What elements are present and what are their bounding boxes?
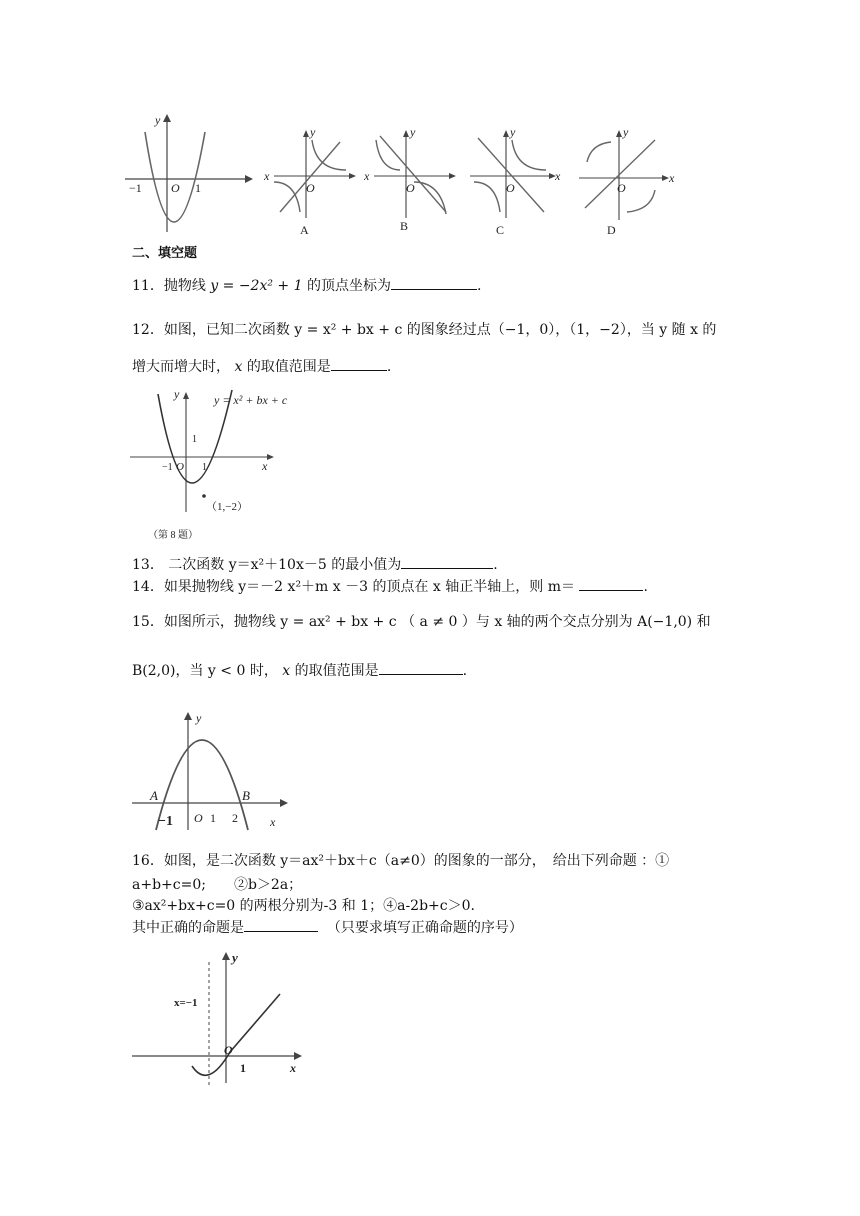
question-15-line2: B(2,0)，当 y < 0 时， x 的取值范围是 . <box>132 660 467 681</box>
question-16-line3: ③ax²+bx+c=0 的两根分别为-3 和 1；④a-2b+c＞0. <box>132 898 475 914</box>
svg-text:y: y <box>196 711 202 725</box>
svg-text:1: 1 <box>240 1061 246 1075</box>
svg-text:−1: −1 <box>162 462 173 473</box>
question-15-line1: 15．如图所示，抛物线 y = ax² + bx + c （ a ≠ 0 ）与 x 轴的两个交点分别为 A(−1,0) 和 <box>132 614 711 630</box>
option-d-label: D <box>607 223 616 237</box>
option-b-label: B <box>400 219 409 233</box>
svg-text:−1: −1 <box>158 814 173 829</box>
svg-text:O: O <box>194 811 203 825</box>
svg-text:O: O <box>617 181 626 195</box>
svg-text:x: x <box>264 169 270 183</box>
svg-text:x: x <box>669 171 675 185</box>
option-a-graph <box>262 126 362 238</box>
main-parabola-graph <box>125 112 255 237</box>
q12-caption: （第 8 题） <box>148 530 198 541</box>
question-16-line2: a+b+c=0; ②b＞2a； <box>132 877 303 893</box>
question-11: 11．抛物线 y = −2x² + 1 的顶点坐标为 . <box>132 275 481 296</box>
q15-answer-blank[interactable] <box>379 660 463 675</box>
svg-text:O: O <box>224 1043 233 1057</box>
q16-axis-label: x=−1 <box>174 997 198 1009</box>
q12-figure <box>128 384 308 544</box>
svg-text:y: y <box>410 125 416 139</box>
q13-answer-blank[interactable] <box>401 554 493 569</box>
question-16-line4: 其中正确的命题是 （只要求填写正确命题的序号） <box>132 917 523 938</box>
q11-formula: y = −2x² + 1 <box>210 278 303 294</box>
svg-text:x: x <box>290 1061 296 1075</box>
main-y-label: y <box>155 113 161 127</box>
svg-text:1: 1 <box>192 434 197 445</box>
q11-answer-blank[interactable] <box>391 275 477 290</box>
option-b-graph <box>362 126 462 238</box>
q15-b-label: B <box>242 788 250 803</box>
svg-text:x: x <box>270 815 276 829</box>
svg-text:1: 1 <box>202 462 207 473</box>
q14-answer-blank[interactable] <box>579 576 643 591</box>
q12-curve-label: y = x² + bx + c <box>214 393 288 407</box>
question-12-line1: 12．如图，已知二次函数 y = x² + bx + c 的图象经过点（−1，0），（1，−2），当 y 随 x 的 <box>132 322 717 338</box>
section-title: 二、填空题 <box>132 246 198 261</box>
q12-point-label: （1,−2） <box>206 501 248 513</box>
svg-text:O: O <box>506 181 515 195</box>
q15-a-label: A <box>150 788 158 803</box>
svg-text:y: y <box>174 387 180 401</box>
svg-text:2: 2 <box>232 811 238 825</box>
svg-text:x: x <box>262 459 268 473</box>
q16-figure <box>128 948 313 1088</box>
svg-text:y: y <box>510 125 516 139</box>
svg-text:x: x <box>555 169 561 183</box>
svg-text:y: y <box>623 125 629 139</box>
question-13: 13． 二次函数 y＝x²＋10x－5 的最小值为 . <box>132 554 498 575</box>
q15-figure <box>128 708 303 833</box>
q16-answer-blank[interactable] <box>244 917 318 932</box>
main-origin-label: O <box>171 181 180 195</box>
question-12-line2: 增大而增大时， x 的取值范围是 . <box>132 356 391 377</box>
svg-text:O: O <box>176 461 184 473</box>
q12-answer-blank[interactable] <box>331 356 387 371</box>
svg-text:y: y <box>310 125 316 139</box>
option-c-label: C <box>496 223 505 237</box>
main-one-label: 1 <box>195 181 201 195</box>
svg-text:1: 1 <box>210 811 216 825</box>
svg-text:x: x <box>364 169 370 183</box>
option-a-label: A <box>300 223 309 237</box>
svg-text:O: O <box>306 181 315 195</box>
svg-text:y: y <box>232 950 238 965</box>
question-14: 14．如果抛物线 y＝－2 x²＋m x －3 的顶点在 x 轴正半轴上，则 m＝ . <box>132 576 648 597</box>
question-16-line1: 16．如图，是二次函数 y＝ax²＋bx＋c（a≠0）的图象的一部分， 给出下列命题 ：① <box>132 853 670 869</box>
main-neg1-label: −1 <box>129 181 142 195</box>
option-c-graph <box>462 126 562 238</box>
option-d-graph <box>575 126 680 238</box>
svg-text:O: O <box>406 181 415 195</box>
